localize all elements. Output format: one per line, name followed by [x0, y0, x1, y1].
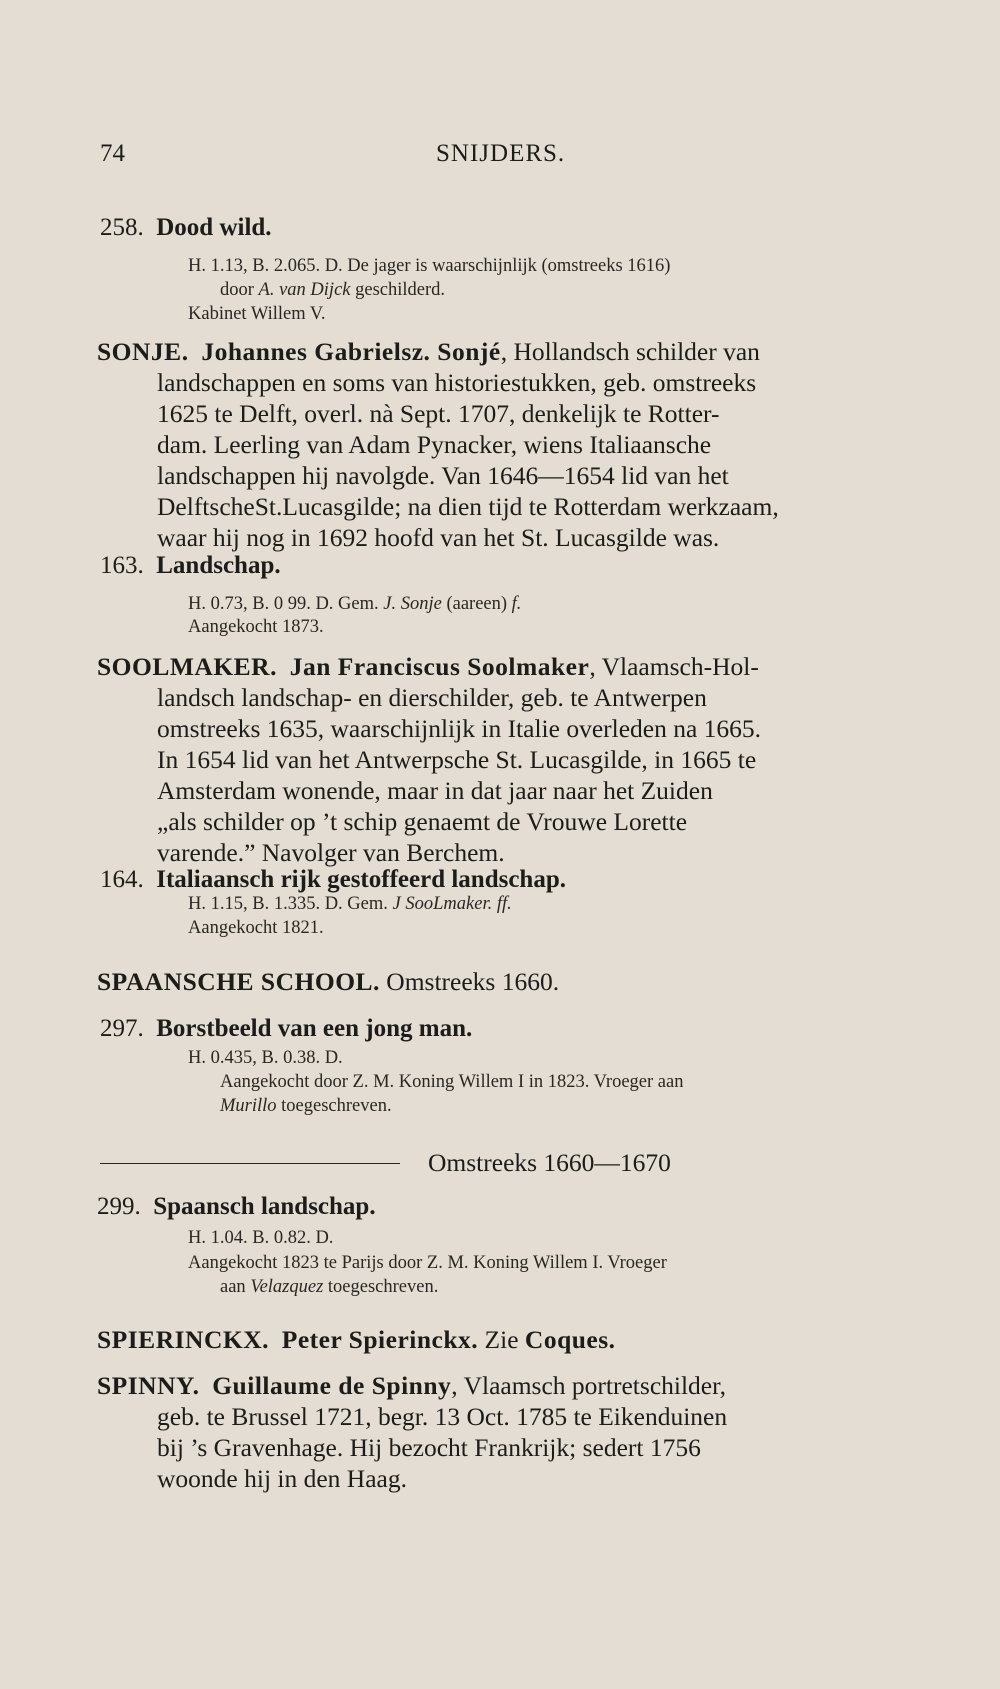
entry-258-line-2: door A. van Dijck geschilderd. — [220, 280, 446, 300]
entry-258-heading — [100, 214, 272, 242]
entry-title: Dood wild. — [156, 214, 272, 241]
page-number: 74 — [100, 140, 125, 167]
entry-299-line-1: H. 1.04. B. 0.82. D. — [188, 1228, 334, 1248]
entry-297-line-3: Murillo toegeschreven. — [220, 1096, 392, 1116]
entry-297-line-1: H. 0.435, B. 0.38. D. — [188, 1048, 343, 1068]
entry-297-line-2: Aangekocht door Z. M. Koning Willem I in 1823. Vroeger aan — [220, 1072, 684, 1092]
entry-number: 258. — [100, 214, 144, 241]
artist-soolmaker: SOOLMAKER. Jan Franciscus Soolmaker, Vlaamsch-Hol- landsch landschap- en dierschilder, geb. te Antwerpen omstreeks 1635, waarschijnlijk in Italie overleden na 1665. In 1654 lid van het Antwerpsche St. Lucasgilde, in 1665 te Amsterdam wonende, maar in dat jaar naar het Zuiden „als schilder op ’t schip genaemt de Vrouwe Lorette varende.” Navolger van Berchem. — [97, 652, 762, 867]
entry-258-line-1: H. 1.13, B. 2.065. D. De jager is waarschijnlijk (omstreeks 1616) — [188, 256, 671, 276]
artist-surname: SONJE. — [97, 337, 189, 366]
entry-299-heading: 299. Spaansch landschap. — [97, 1193, 376, 1220]
entry-297-heading: 297. Borstbeeld van een jong man. — [100, 1015, 473, 1042]
running-title: SNIJDERS. — [436, 140, 566, 167]
entry-299-line-3: aan Velazquez toegeschreven. — [220, 1277, 439, 1297]
entry-164-line-1: H. 1.15, B. 1.335. D. Gem. J SooLmaker. ff. — [188, 894, 512, 914]
artist-spierinckx: SPIERINCKX. Peter Spierinckx. Zie Coques. — [97, 1325, 616, 1354]
artist-fullname: Johannes Gabrielsz. Sonjé — [201, 337, 501, 366]
entry-258-line-3: Kabinet Willem V. — [188, 304, 326, 324]
dash-rule — [100, 1163, 400, 1164]
entry-164-heading: 164. Italiaansch rijk gestoffeerd landschap. — [100, 866, 566, 893]
entry-163-line-1: H. 0.73, B. 0 99. D. Gem. J. Sonje (aareen) f. — [188, 594, 522, 614]
entry-299-line-2: Aangekocht 1823 te Parijs door Z. M. Koning Willem I. Vroeger — [188, 1253, 667, 1273]
subheading-omstreeks-1660-1670: Omstreeks 1660—1670 — [428, 1148, 671, 1177]
artist-spinny: SPINNY. Guillaume de Spinny, Vlaamsch portretschilder, geb. te Brussel 1721, begr. 13 Oct. 1785 te Eikenduinen bij ’s Gravenhage. Hij bezocht Frankrijk; sedert 1756 woonde hij in den Haag. — [97, 1371, 728, 1493]
entry-163-line-2: Aangekocht 1873. — [188, 617, 324, 637]
entry-163-heading: 163. Landschap. — [100, 552, 281, 579]
entry-164-line-2: Aangekocht 1821. — [188, 918, 324, 938]
spaansche-school-heading: SPAANSCHE SCHOOL. Omstreeks 1660. — [97, 967, 560, 996]
artist-sonje: SONJE. Johannes Gabrielsz. Sonjé, Hollandsch schilder van landschappen en soms van historiestukken, geb. omstreeks 1625 te Delft, overl. nà Sept. 1707, denkelijk te Rotter- dam. Leerling van Adam Pynacker, wiens Italiaansche landschappen hij navolgde. Van 1646—1654 lid van het DelftscheSt.Lucasgilde; na dien tijd te Rotterdam werkzaam, waar hij nog in 1692 hoofd van het St. Lucasgilde was. — [97, 337, 779, 552]
